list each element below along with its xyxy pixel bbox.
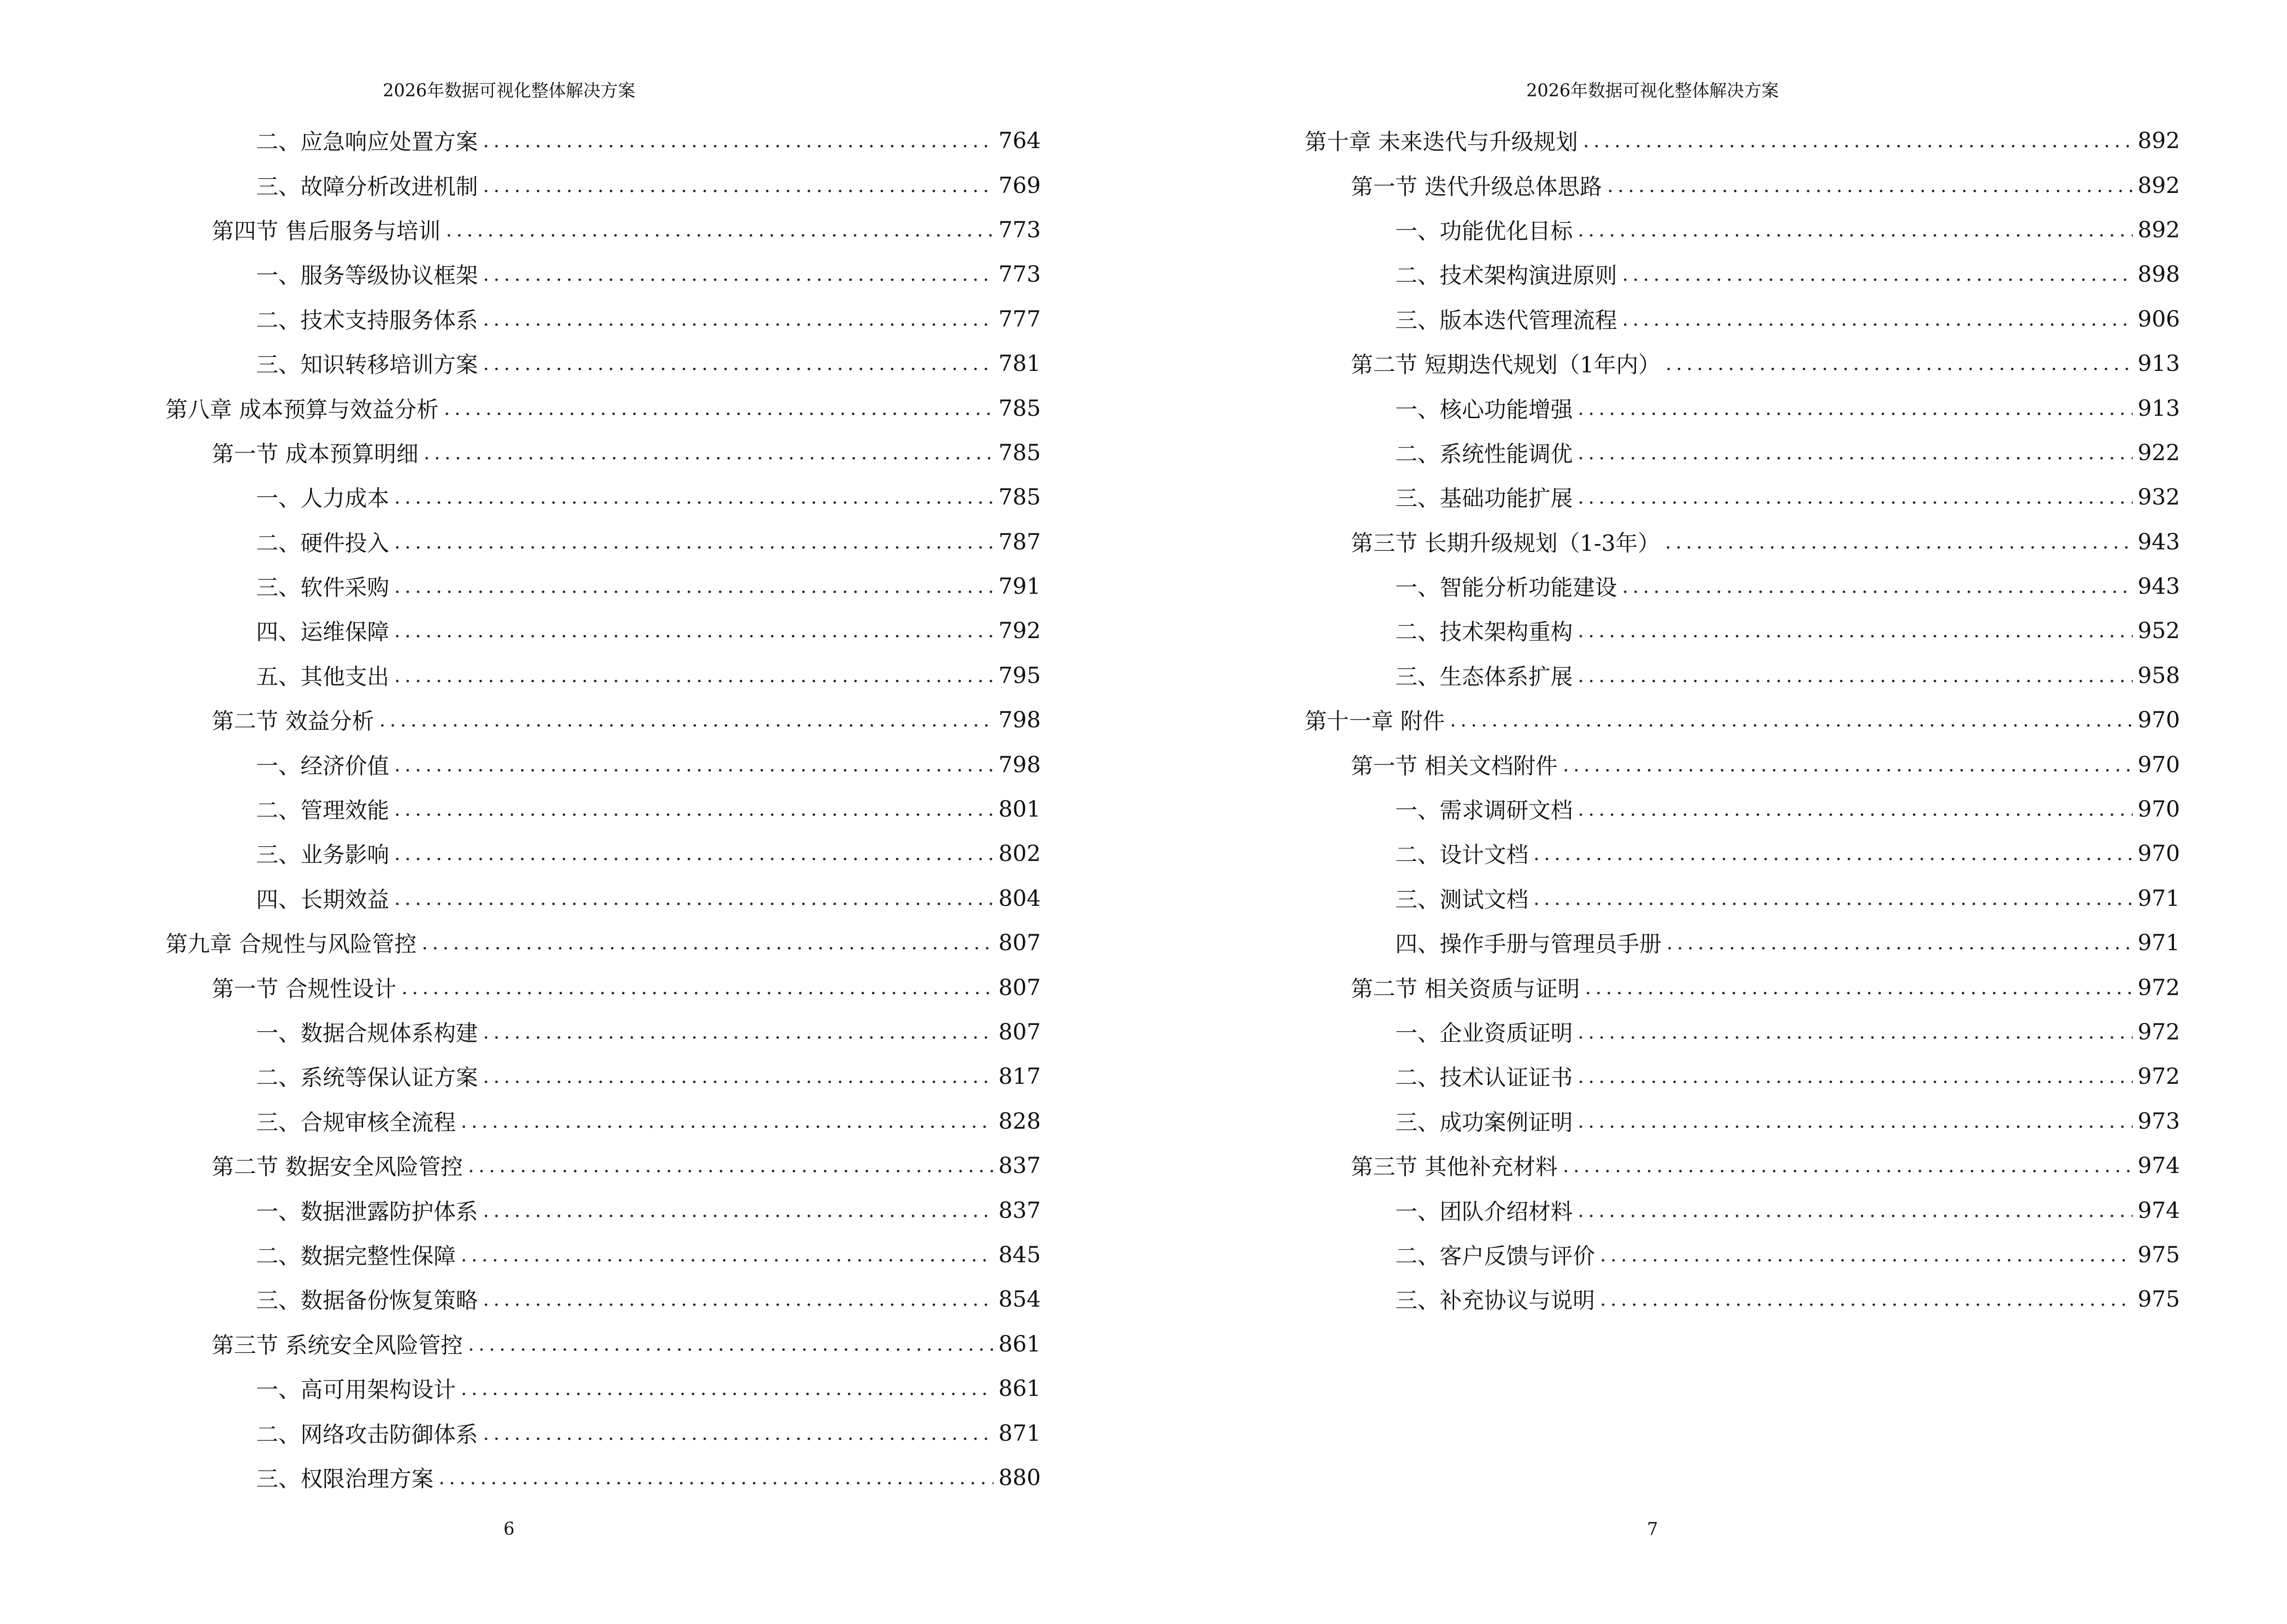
toc-entry-item[interactable]	[1305, 564, 2180, 608]
toc-entry-title: 二、技术架构重构	[1395, 619, 1573, 645]
toc-entry-page: 798	[998, 751, 1041, 778]
toc-entry-title: 四、长期效益	[256, 886, 389, 913]
toc-entry-page: 932	[2137, 484, 2180, 510]
dot-leader	[1598, 1243, 2133, 1266]
toc-entry-title: 三、业务影响	[256, 842, 389, 868]
dot-leader	[1576, 664, 2133, 686]
toc-entry-title: 二、应急响应处置方案	[256, 129, 478, 155]
toc-entry-item[interactable]	[165, 564, 1041, 608]
toc-entry-section[interactable]	[1305, 519, 2180, 564]
toc-entry-page: 792	[998, 617, 1041, 644]
toc-entry-page: 971	[2137, 885, 2180, 911]
dot-leader	[1448, 709, 2133, 731]
dot-leader	[1583, 976, 2133, 998]
toc-entry-section[interactable]	[165, 1143, 1041, 1187]
toc-entry-title: 一、人力成本	[256, 485, 389, 512]
toc-entry-title: 二、技术认证证书	[1395, 1064, 1573, 1091]
toc-entry-title: 二、技术架构演进原则	[1395, 262, 1617, 289]
dot-leader	[466, 1154, 994, 1176]
toc-entry-page: 943	[2137, 528, 2180, 555]
toc-entry-title: 三、故障分析改进机制	[256, 173, 478, 200]
toc-entry-title: 一、智能分析功能建设	[1395, 574, 1617, 601]
dot-leader	[481, 1065, 994, 1087]
toc-entry-page: 804	[998, 885, 1041, 911]
dot-leader	[1605, 174, 2133, 196]
dot-leader	[420, 931, 994, 954]
dot-leader	[392, 842, 994, 864]
toc-entry-item[interactable]	[1305, 430, 2180, 475]
toc-entry-page: 854	[998, 1286, 1041, 1312]
toc-entry-title: 第十章 未来迭代与升级规划	[1305, 129, 1578, 155]
dot-leader	[436, 1466, 994, 1488]
toc-entry-title: 四、操作手册与管理员手册	[1395, 931, 1661, 957]
toc-entry-page: 970	[2137, 707, 2180, 733]
dot-leader	[422, 441, 994, 464]
toc-entry-title: 第三节 其他补充材料	[1351, 1154, 1558, 1180]
toc-entry-section[interactable]	[1305, 1143, 2180, 1187]
toc-entry-page: 801	[998, 796, 1041, 822]
toc-entry-item[interactable]	[1305, 207, 2180, 252]
toc-entry-section[interactable]	[1305, 965, 2180, 1009]
toc-entry-item[interactable]	[1305, 653, 2180, 697]
toc-entry-page: 974	[2137, 1152, 2180, 1179]
toc-entry-page: 845	[998, 1241, 1041, 1268]
toc-entry-section[interactable]	[165, 697, 1041, 742]
toc-entry-page: 958	[2137, 662, 2180, 688]
dot-leader	[442, 397, 994, 419]
toc-entry-section[interactable]	[165, 1322, 1041, 1366]
toc-entry-item[interactable]	[165, 787, 1041, 831]
toc-entry-page: 971	[2137, 929, 2180, 956]
toc-entry-item[interactable]	[165, 1187, 1041, 1232]
toc-entry-title: 二、客户反馈与评价	[1395, 1242, 1595, 1269]
toc-entry-title: 第一节 迭代升级总体思路	[1351, 173, 1602, 200]
dot-leader	[392, 575, 994, 597]
page-right	[1144, 0, 2287, 1624]
toc-entry-item[interactable]	[165, 475, 1041, 519]
dot-leader	[392, 887, 994, 909]
toc-entry-title: 第九章 合规性与风险管控	[165, 931, 417, 957]
toc-entry-title: 第一节 成本预算明细	[212, 440, 419, 467]
toc-entry-item[interactable]	[1305, 1099, 2180, 1143]
dot-leader	[1576, 798, 2133, 820]
toc-entry-title: 三、合规审核全流程	[256, 1109, 456, 1135]
dot-leader	[481, 1422, 994, 1444]
dot-leader	[392, 531, 994, 553]
toc-entry-page: 972	[2137, 1019, 2180, 1045]
toc-entry-page: 922	[2137, 439, 2180, 465]
toc-entry-page: 972	[2137, 1063, 2180, 1090]
toc-entry-title: 第八章 成本预算与效益分析	[165, 396, 439, 423]
dot-leader	[1663, 352, 2133, 374]
toc-entry-item[interactable]	[1305, 1054, 2180, 1098]
toc-entry-page: 861	[998, 1330, 1041, 1357]
toc-entry-item[interactable]	[165, 118, 1041, 163]
toc-entry-title: 三、数据备份恢复策略	[256, 1287, 478, 1314]
toc-entry-page: 837	[998, 1197, 1041, 1223]
toc-entry-page: 785	[998, 484, 1041, 510]
dot-leader	[1561, 1154, 2133, 1176]
toc-entry-page: 913	[2137, 350, 2180, 377]
running-header: 2026年数据可视化整体解决方案	[382, 81, 636, 101]
dot-leader	[399, 976, 994, 998]
toc-list	[165, 118, 1041, 1500]
dot-leader	[1531, 887, 2133, 909]
toc-entry-title: 第二节 短期迭代规划（1年内）	[1351, 352, 1661, 378]
page-number: 6	[504, 1519, 515, 1539]
dot-leader	[481, 174, 994, 196]
dot-leader	[1581, 129, 2133, 151]
dot-leader	[392, 798, 994, 820]
dot-leader	[444, 218, 994, 241]
toc-entry-page: 892	[2137, 172, 2180, 198]
toc-entry-item[interactable]	[1305, 876, 2180, 920]
toc-entry-page: 769	[998, 172, 1041, 198]
toc-entry-section[interactable]	[1305, 341, 2180, 385]
dot-leader	[459, 1110, 994, 1132]
toc-entry-item[interactable]	[165, 742, 1041, 786]
toc-entry-page: 773	[998, 216, 1041, 243]
dot-leader	[1663, 531, 2133, 553]
dot-leader	[1620, 263, 2133, 285]
toc-entry-title: 一、高可用架构设计	[256, 1377, 456, 1403]
dot-leader	[392, 753, 994, 776]
toc-entry-item[interactable]	[165, 1232, 1041, 1277]
toc-entry-title: 一、数据合规体系构建	[256, 1020, 478, 1046]
dot-leader	[1576, 1021, 2133, 1043]
toc-entry-section[interactable]	[1305, 163, 2180, 207]
toc-entry-title: 二、网络攻击防御体系	[256, 1421, 478, 1447]
dot-leader	[1576, 218, 2133, 241]
toc-entry-page: 975	[2137, 1286, 2180, 1312]
toc-entry-title: 三、版本迭代管理流程	[1395, 307, 1617, 333]
dot-leader	[1561, 753, 2133, 776]
toc-entry-page: 781	[998, 350, 1041, 377]
dot-leader	[392, 664, 994, 686]
toc-entry-title: 三、知识转移培训方案	[256, 352, 478, 378]
toc-entry-section[interactable]	[1305, 742, 2180, 786]
dot-leader	[459, 1377, 994, 1399]
toc-entry-item[interactable]	[165, 519, 1041, 564]
dot-leader	[377, 709, 994, 731]
toc-entry-page: 906	[2137, 305, 2180, 332]
toc-entry-title: 三、成功案例证明	[1395, 1109, 1573, 1135]
toc-entry-item[interactable]	[1305, 297, 2180, 341]
toc-entry-title: 第三节 长期升级规划（1-3年）	[1351, 530, 1660, 556]
toc-entry-title: 第一节 相关文档附件	[1351, 752, 1558, 779]
toc-entry-item[interactable]	[165, 1277, 1041, 1321]
dot-leader	[1620, 308, 2133, 330]
dot-leader	[481, 1199, 994, 1221]
toc-entry-title: 一、服务等级协议框架	[256, 262, 478, 289]
dot-leader	[481, 263, 994, 285]
toc-entry-title: 三、补充协议与说明	[1395, 1287, 1595, 1314]
toc-entry-page: 787	[998, 528, 1041, 555]
toc-entry-title: 三、测试文档	[1395, 886, 1528, 913]
toc-entry-title: 一、团队介绍材料	[1395, 1198, 1573, 1225]
dot-leader	[1531, 842, 2133, 864]
toc-entry-page: 972	[2137, 974, 2180, 1000]
toc-list	[1305, 118, 2180, 1322]
toc-entry-page: 973	[2137, 1107, 2180, 1134]
toc-entry-title: 二、数据完整性保障	[256, 1242, 456, 1269]
toc-entry-title: 二、设计文档	[1395, 842, 1528, 868]
toc-entry-item[interactable]	[165, 1410, 1041, 1455]
toc-entry-item[interactable]	[165, 1054, 1041, 1098]
toc-entry-item[interactable]	[165, 608, 1041, 653]
toc-entry-title: 二、硬件投入	[256, 530, 389, 556]
dot-leader	[1576, 486, 2133, 508]
toc-entry-item[interactable]	[165, 163, 1041, 207]
toc-entry-chapter[interactable]	[1305, 697, 2180, 742]
dot-leader	[1576, 1110, 2133, 1132]
dot-leader	[1576, 441, 2133, 464]
toc-entry-page: 807	[998, 929, 1041, 956]
toc-entry-item[interactable]	[1305, 608, 2180, 653]
toc-entry-title: 三、生态体系扩展	[1395, 663, 1573, 690]
toc-entry-item[interactable]	[1305, 1010, 2180, 1054]
toc-entry-page: 807	[998, 974, 1041, 1000]
toc-entry-item[interactable]	[1305, 1187, 2180, 1232]
toc-entry-item[interactable]	[1305, 1277, 2180, 1321]
toc-entry-title: 四、运维保障	[256, 619, 389, 645]
toc-entry-item[interactable]	[1305, 920, 2180, 965]
toc-entry-title: 三、权限治理方案	[256, 1465, 434, 1492]
toc-entry-section[interactable]	[165, 965, 1041, 1009]
toc-entry-page: 880	[998, 1464, 1041, 1490]
dot-leader	[392, 486, 994, 508]
dot-leader	[1576, 619, 2133, 641]
dot-leader	[481, 129, 994, 151]
toc-entry-page: 837	[998, 1152, 1041, 1179]
toc-entry-title: 第十一章 附件	[1305, 708, 1445, 735]
toc-entry-chapter[interactable]	[165, 385, 1041, 430]
toc-entry-page: 898	[2137, 261, 2180, 287]
toc-entry-item[interactable]	[1305, 787, 2180, 831]
dot-leader	[459, 1243, 994, 1266]
toc-entry-title: 二、系统等保认证方案	[256, 1064, 478, 1091]
toc-entry-title: 第一节 合规性设计	[212, 975, 396, 1002]
toc-entry-item[interactable]	[165, 252, 1041, 296]
dot-leader	[481, 352, 994, 374]
dot-leader	[1620, 575, 2133, 597]
toc-entry-page: 975	[2137, 1241, 2180, 1268]
dot-leader	[481, 1021, 994, 1043]
toc-entry-page: 777	[998, 305, 1041, 332]
toc-entry-title: 二、管理效能	[256, 797, 389, 824]
toc-entry-title: 一、数据泄露防护体系	[256, 1198, 478, 1225]
dot-leader	[481, 1288, 994, 1310]
dot-leader	[1598, 1288, 2133, 1310]
toc-entry-item[interactable]	[165, 1455, 1041, 1500]
toc-entry-chapter[interactable]	[165, 920, 1041, 965]
toc-entry-title: 第四节 售后服务与培训	[212, 218, 441, 244]
toc-entry-page: 943	[2137, 573, 2180, 600]
toc-entry-title: 一、核心功能增强	[1395, 396, 1573, 423]
toc-entry-title: 一、企业资质证明	[1395, 1020, 1573, 1046]
toc-entry-page: 802	[998, 840, 1041, 867]
toc-entry-page: 970	[2137, 840, 2180, 867]
dot-leader	[1576, 1065, 2133, 1087]
page-number: 7	[1647, 1519, 1658, 1539]
running-header: 2026年数据可视化整体解决方案	[1526, 81, 1779, 101]
toc-entry-page: 764	[998, 127, 1041, 154]
toc-entry-title: 第三节 系统安全风险管控	[212, 1332, 463, 1358]
dot-leader	[392, 619, 994, 641]
toc-entry-chapter[interactable]	[1305, 118, 2180, 163]
toc-entry-title: 第二节 数据安全风险管控	[212, 1154, 463, 1180]
toc-entry-page: 785	[998, 395, 1041, 421]
toc-entry-item[interactable]	[165, 1010, 1041, 1054]
toc-entry-section[interactable]	[165, 207, 1041, 252]
toc-entry-item[interactable]	[1305, 252, 2180, 296]
toc-entry-item[interactable]	[1305, 385, 2180, 430]
toc-entry-page: 861	[998, 1375, 1041, 1402]
toc-entry-title: 一、经济价值	[256, 752, 389, 779]
toc-entry-page: 913	[2137, 395, 2180, 421]
toc-entry-page: 892	[2137, 127, 2180, 154]
dot-leader	[481, 308, 994, 330]
dot-leader	[1664, 931, 2133, 954]
dot-leader	[466, 1333, 994, 1355]
toc-entry-title: 五、其他支出	[256, 663, 389, 690]
toc-entry-title: 三、基础功能扩展	[1395, 485, 1573, 512]
toc-entry-section[interactable]	[165, 430, 1041, 475]
toc-entry-page: 791	[998, 573, 1041, 600]
toc-entry-item[interactable]	[1305, 475, 2180, 519]
toc-entry-page: 795	[998, 662, 1041, 688]
toc-entry-title: 三、软件采购	[256, 574, 389, 601]
toc-entry-page: 871	[998, 1419, 1041, 1446]
toc-entry-page: 970	[2137, 751, 2180, 778]
toc-entry-item[interactable]	[1305, 831, 2180, 875]
toc-entry-title: 第二节 效益分析	[212, 708, 374, 735]
toc-entry-page: 974	[2137, 1197, 2180, 1223]
toc-entry-item[interactable]	[1305, 1232, 2180, 1277]
toc-entry-page: 970	[2137, 796, 2180, 822]
toc-entry-item[interactable]	[165, 1366, 1041, 1410]
toc-entry-item[interactable]	[165, 341, 1041, 385]
toc-entry-item[interactable]	[165, 831, 1041, 875]
toc-entry-page: 773	[998, 261, 1041, 287]
toc-entry-page: 785	[998, 439, 1041, 465]
toc-entry-item[interactable]	[165, 876, 1041, 920]
toc-entry-page: 807	[998, 1019, 1041, 1045]
toc-entry-title: 二、系统性能调优	[1395, 440, 1573, 467]
toc-entry-page: 817	[998, 1063, 1041, 1090]
toc-entry-page: 952	[2137, 617, 2180, 644]
dot-leader	[1576, 397, 2133, 419]
toc-entry-page: 798	[998, 707, 1041, 733]
toc-entry-page: 828	[998, 1107, 1041, 1134]
toc-entry-title: 一、功能优化目标	[1395, 218, 1573, 244]
toc-entry-title: 二、技术支持服务体系	[256, 307, 478, 333]
toc-entry-title: 第二节 相关资质与证明	[1351, 975, 1580, 1002]
toc-entry-title: 一、需求调研文档	[1395, 797, 1573, 824]
toc-entry-item[interactable]	[165, 653, 1041, 697]
toc-entry-item[interactable]	[165, 297, 1041, 341]
toc-entry-item[interactable]	[165, 1099, 1041, 1143]
dot-leader	[1576, 1199, 2133, 1221]
toc-entry-page: 892	[2137, 216, 2180, 243]
